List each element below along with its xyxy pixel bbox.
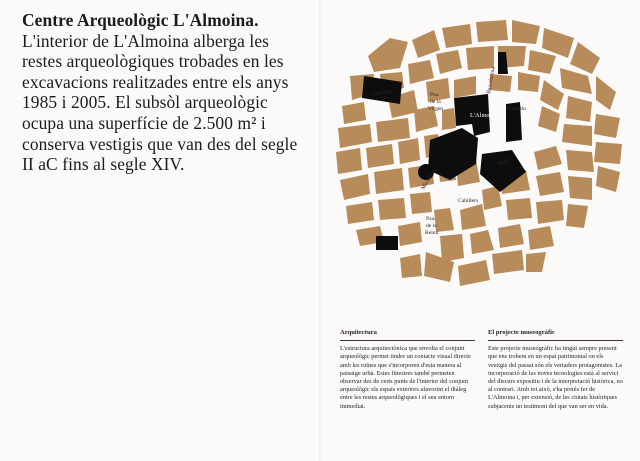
map-svg xyxy=(330,14,630,296)
intro-title: Centre Arqueològic L'Almoina. xyxy=(22,10,259,30)
city-block xyxy=(338,124,372,148)
city-block xyxy=(492,250,524,274)
city-block xyxy=(526,252,546,272)
label-plaza-reina-1: Pza. xyxy=(426,216,436,222)
city-block xyxy=(540,80,564,110)
city-block xyxy=(342,102,366,124)
page-fold xyxy=(319,0,321,461)
city-block xyxy=(562,124,592,146)
city-block xyxy=(408,60,434,84)
city-block xyxy=(340,174,370,200)
city-block xyxy=(570,42,600,74)
label-almudin: Almudín xyxy=(506,106,526,112)
city-block xyxy=(470,230,494,254)
label-barcelonina: Barcelonina xyxy=(486,66,497,95)
city-block xyxy=(346,202,374,224)
label-almoina: L'Almoina xyxy=(470,112,498,119)
city-block xyxy=(368,38,408,72)
label-plaza-virgen-3: Virgen xyxy=(428,106,444,112)
intro-paragraph: L'interior de L'Almoina alberga les restes arqueològiques trobades en les excavacions realitzades entre els anys 1985 i 2005. El subsòl arqueològic ocupa una superfície de 2.500 m² i conserva vestigis que van des del segle II aC fins al segle XIV. xyxy=(22,30,298,175)
city-block xyxy=(436,50,462,74)
arquitectura-heading: Arquitectura xyxy=(340,329,475,341)
city-block xyxy=(374,168,404,194)
city-block xyxy=(536,172,564,196)
label-micalet: Micalet xyxy=(420,173,434,191)
label-plaza-virgen-1: Pza. xyxy=(430,92,440,98)
projecte-heading: El projecte museogràfic xyxy=(488,329,623,341)
city-block xyxy=(534,146,562,170)
city-block xyxy=(538,106,560,132)
city-block xyxy=(568,176,592,200)
city-block xyxy=(518,72,540,92)
city-block xyxy=(594,142,622,164)
city-block xyxy=(442,108,456,130)
city-block xyxy=(412,30,440,58)
city-block xyxy=(542,28,574,58)
city-block xyxy=(376,118,410,142)
label-cabillers-top: Cabillers xyxy=(371,89,393,98)
city-block xyxy=(596,166,620,192)
city-block xyxy=(476,20,508,42)
label-plaza-reina-3: Reina xyxy=(425,230,439,236)
city-block xyxy=(410,192,432,214)
city-block xyxy=(566,204,588,228)
city-block xyxy=(434,208,454,232)
city-block xyxy=(378,198,406,220)
city-block xyxy=(336,148,362,174)
city-block xyxy=(466,46,494,70)
city-block xyxy=(454,76,476,98)
column-arquitectura xyxy=(340,329,475,411)
city-block xyxy=(460,204,486,230)
column-projecte-museografic xyxy=(488,329,623,411)
projecte-text: Este projecte museogràfic ha tingut sempre present que ens trobem en un espai patrimonial on els vestigis del passat són els vertaders protagonistes. La incorporació de les noves tecnologies està al servici del discurs expositiu i de la interpretació històrica, no al contrari. Amb tot això, s'ha pretés fer de L'Almoina i, per extensió, de les ciutats històriques subjacents un testimoni del que van ser en vida. xyxy=(488,345,623,410)
city-block xyxy=(398,222,422,246)
city-block xyxy=(506,198,532,220)
city-block xyxy=(536,200,564,224)
city-block xyxy=(594,114,620,138)
label-palau: Palau xyxy=(498,156,512,168)
arquitectura-text: L'estructura arquitectònica que envolta el conjunt arqueològic permet tindre un contacte visual directe amb les ruïnes que s'incorporen d'esta manera al paisatge urbà. Estes finestres també permeten observar des de certs punts de l'interior del conjunt arqueològic els espais exteriors afavorint el diàleg entre les restes arqueològiques i el seu entorn immediat. xyxy=(340,345,471,410)
label-plaza-virgen-2: de la xyxy=(430,99,441,105)
city-block xyxy=(566,150,594,172)
city-block xyxy=(528,226,554,250)
monument-block-south xyxy=(376,236,398,250)
label-plaza-reina-2: de la xyxy=(426,223,437,229)
city-block xyxy=(398,138,420,164)
city-block xyxy=(596,76,616,110)
city-block xyxy=(512,20,540,44)
city-block xyxy=(366,144,394,168)
city-block xyxy=(400,254,422,278)
city-block xyxy=(458,260,490,286)
city-block xyxy=(498,224,524,248)
city-block xyxy=(566,96,592,122)
label-cabillers-bottom: Cabillers xyxy=(458,198,479,204)
city-block xyxy=(440,234,464,262)
intro-text-block xyxy=(22,10,312,175)
city-block xyxy=(442,24,472,48)
city-block xyxy=(560,68,592,94)
city-block xyxy=(528,50,556,74)
site-map xyxy=(330,14,630,296)
